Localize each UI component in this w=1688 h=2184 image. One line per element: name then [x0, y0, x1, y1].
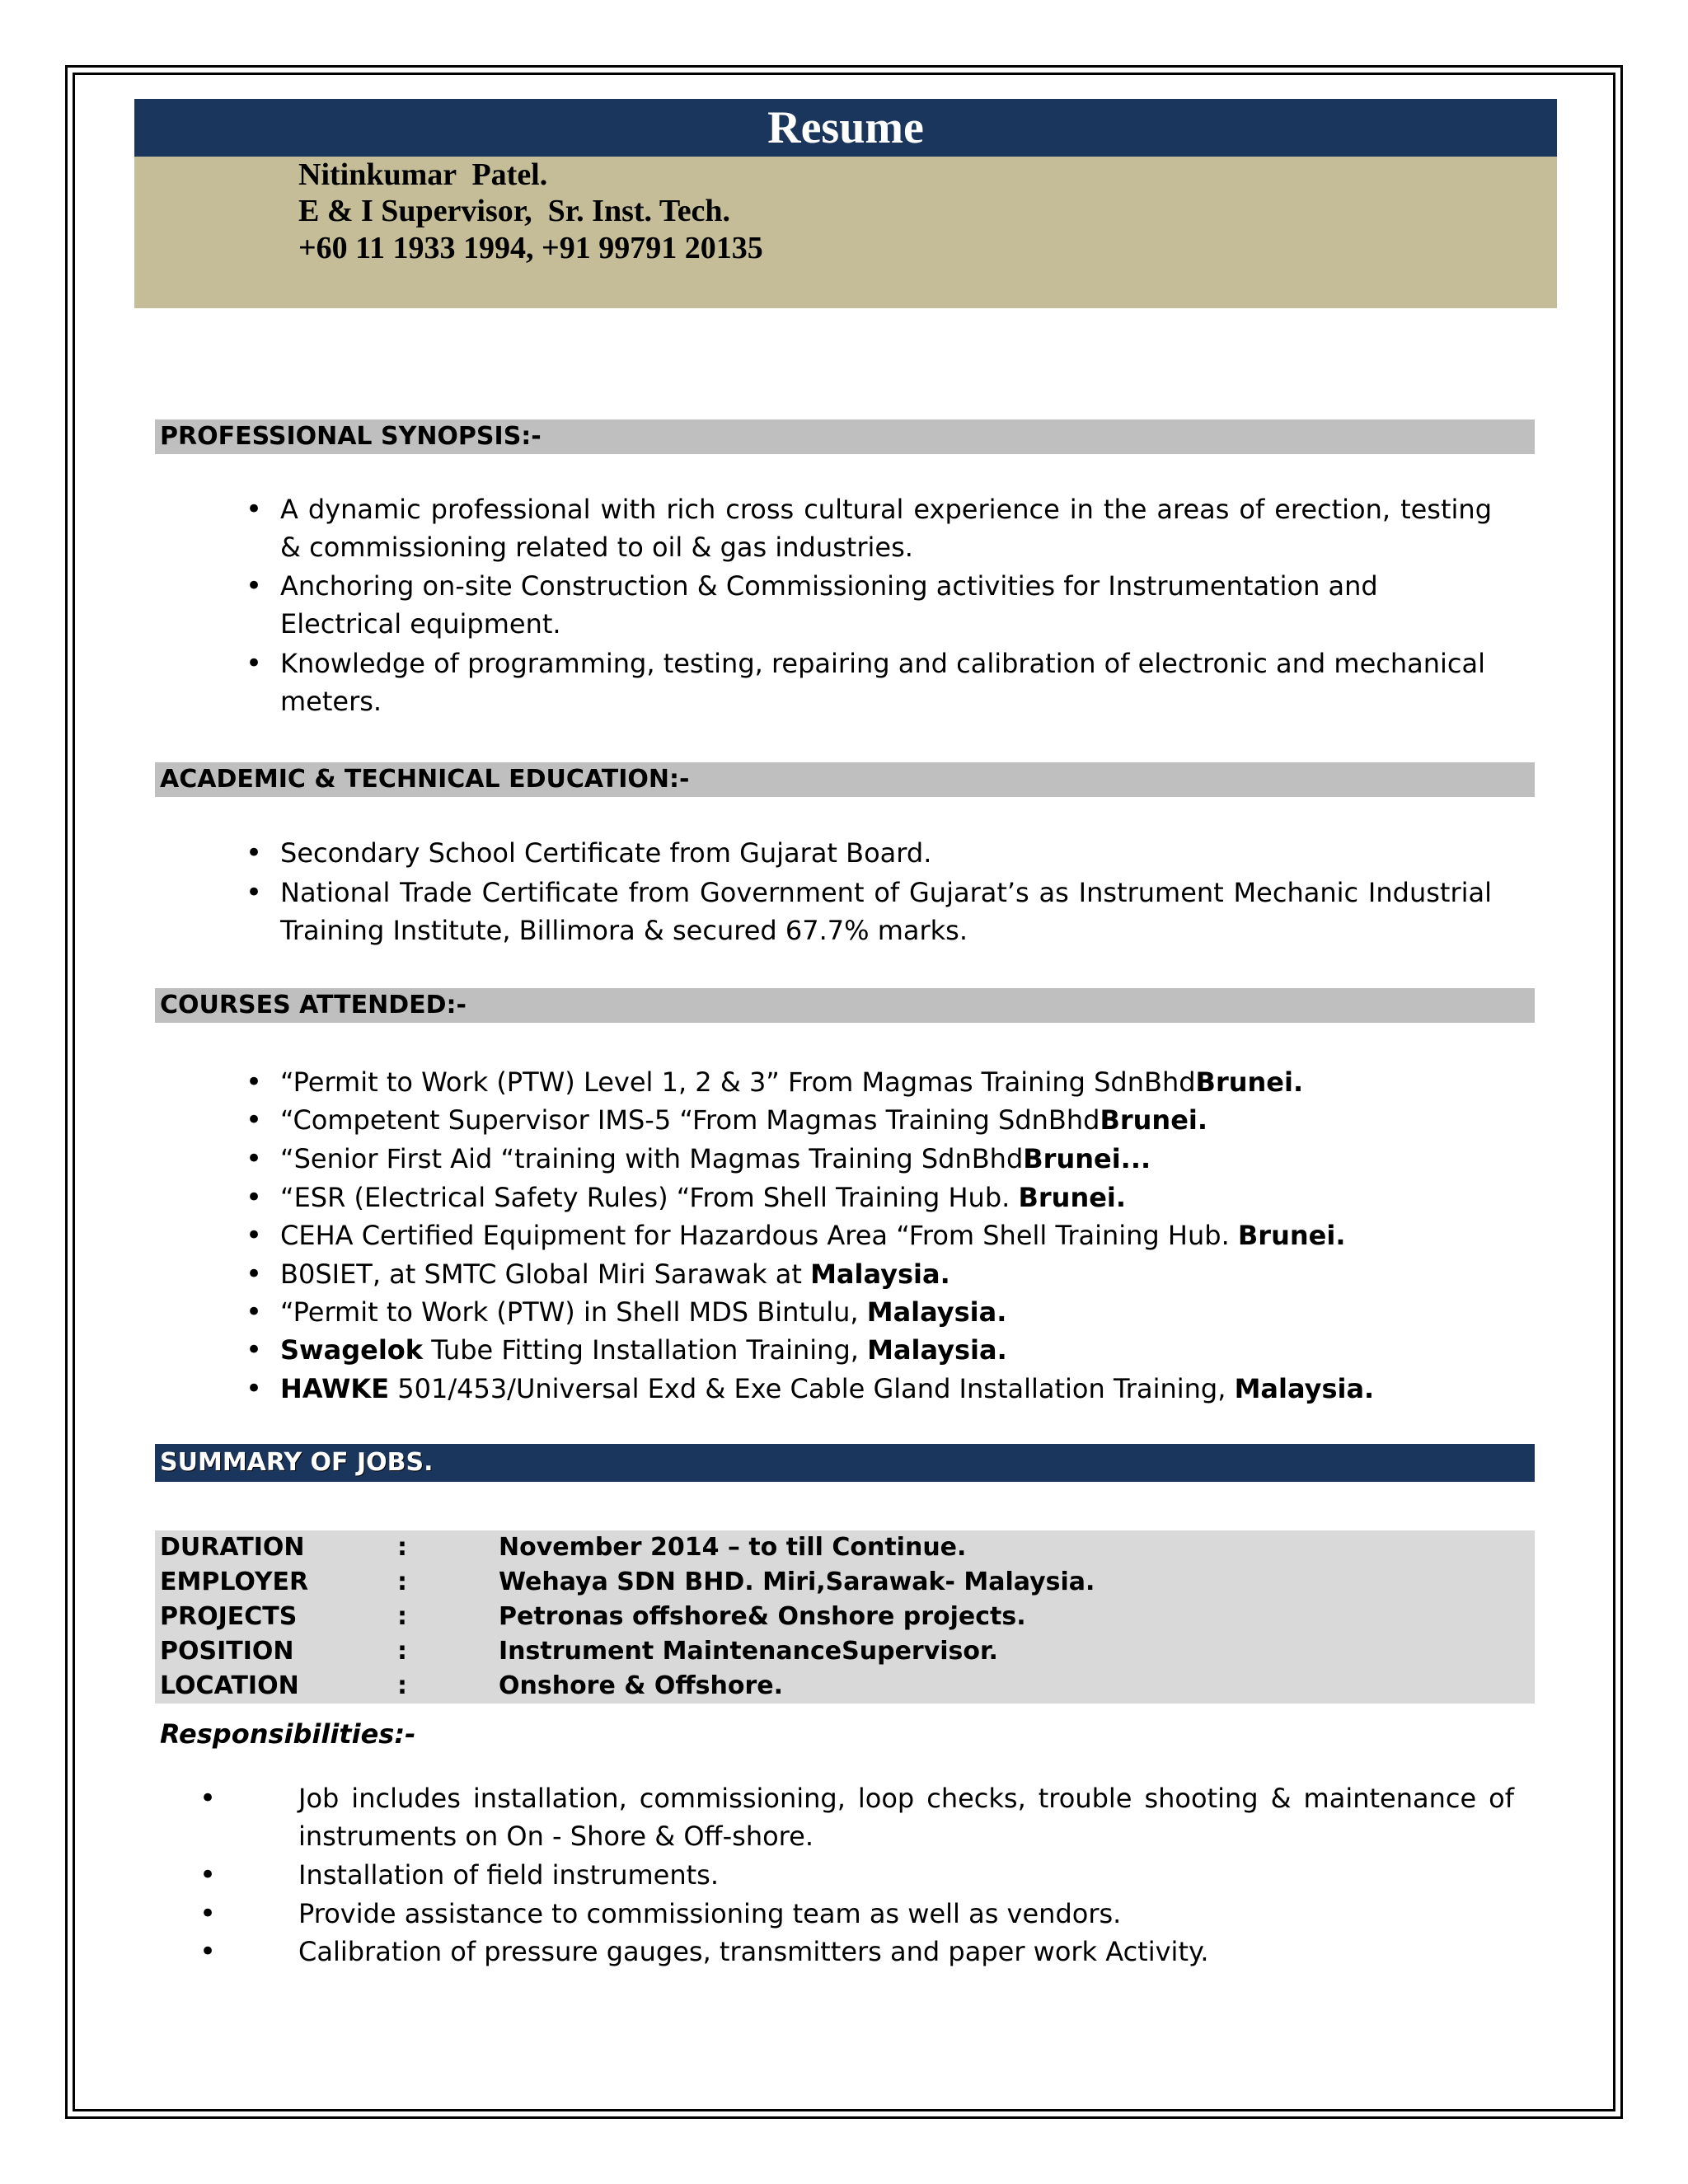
job-summary-table [155, 1530, 1535, 1704]
course-item [280, 1216, 1492, 1254]
course-item [280, 1370, 1492, 1408]
course-text: CEHA Certified Equipment for Hazardous Area “From Shell Training Hub. [280, 1220, 1238, 1251]
job-sep: : [397, 1533, 407, 1562]
education-item: • National Trade Certificate from Government of Gujarat’s as Instrument Mechanic Industrial Training Institute, Billimora & secured 67.7% marks. [280, 874, 1492, 949]
synopsis-heading: PROFESSIONAL SYNOPSIS:- [155, 419, 1535, 454]
job-value: November 2014 – to till Continue. [499, 1533, 967, 1562]
synopsis-item: • Anchoring on-site Construction & Commissioning activities for Instrumentation and Electrical equipment. [280, 567, 1492, 643]
course-text: “Competent Supervisor IMS-5 “From Magmas Training SdnBhd [280, 1104, 1100, 1136]
course-brand: HAWKE [280, 1373, 390, 1404]
job-sep: : [397, 1602, 407, 1631]
candidate-name: Nitinkumar Patel. [298, 157, 548, 192]
course-location: Brunei... [1023, 1143, 1151, 1174]
course-location: Brunei. [1237, 1220, 1346, 1251]
job-key: POSITION [160, 1637, 294, 1666]
course-text: “ESR (Electrical Safety Rules) “From Shell Training Hub. [280, 1182, 1019, 1213]
course-item [280, 1255, 1492, 1293]
job-sep: : [397, 1637, 407, 1666]
job-row-projects [160, 1600, 1528, 1634]
candidate-role: E & I Supervisor, Sr. Inst. Tech. [298, 194, 731, 228]
header-box [134, 157, 1557, 308]
course-text: Tube Fitting Installation Training, [423, 1334, 868, 1366]
course-item [280, 1331, 1492, 1369]
job-key: DURATION [160, 1533, 305, 1562]
synopsis-item: • A dynamic professional with rich cross cultural experience in the areas of erection, testing & commissioning related to oil & gas industries. [280, 490, 1492, 566]
courses-heading: COURSES ATTENDED:- [155, 988, 1535, 1023]
course-text: “Senior First Aid “training with Magmas Training SdnBhd [280, 1143, 1024, 1174]
course-location: Malaysia. [1234, 1373, 1375, 1404]
education-item: • Secondary School Certificate from Gujarat Board. [280, 834, 1492, 872]
job-value: Instrument MaintenanceSupervisor. [499, 1637, 998, 1666]
summary-heading: SUMMARY OF JOBS. [155, 1444, 1535, 1482]
resume-title: Resume [134, 99, 1557, 157]
job-row-position [160, 1634, 1528, 1669]
job-sep: : [397, 1671, 407, 1700]
job-value: Petronas offshore& Onshore projects. [499, 1602, 1026, 1631]
course-item [280, 1101, 1492, 1139]
job-row-duration [160, 1530, 1528, 1565]
candidate-phone: +60 11 1933 1994, +91 99791 20135 [298, 231, 763, 265]
job-value: Wehaya SDN BHD. Miri,Sarawak- Malaysia. [499, 1568, 1095, 1596]
course-item [280, 1140, 1492, 1178]
course-text: B0SIET, at SMTC Global Miri Sarawak at [280, 1258, 811, 1290]
course-location: Brunei. [1100, 1104, 1208, 1136]
course-location: Brunei. [1018, 1182, 1127, 1213]
responsibility-item: • Calibration of pressure gauges, transmitters and paper work Activity. [298, 1933, 1514, 1971]
course-item [280, 1179, 1492, 1216]
job-key: EMPLOYER [160, 1568, 309, 1596]
responsibility-item: • Provide assistance to commissioning team as well as vendors. [298, 1895, 1514, 1933]
course-location: Malaysia. [867, 1334, 1007, 1366]
job-row-employer [160, 1565, 1528, 1600]
responsibilities-heading: Responsibilities:- [160, 1718, 416, 1750]
job-sep: : [397, 1568, 407, 1596]
job-key: PROJECTS [160, 1602, 298, 1631]
job-key: LOCATION [160, 1671, 299, 1700]
course-item [280, 1293, 1492, 1331]
course-location: Malaysia. [866, 1296, 1007, 1328]
course-brand: Swagelok [280, 1334, 424, 1366]
course-item [280, 1063, 1492, 1101]
responsibility-item: • Installation of field instruments. [298, 1856, 1514, 1894]
course-location: Malaysia. [810, 1258, 950, 1290]
responsibility-item: • Job includes installation, commissioning, loop checks, trouble shooting & maintenance of instruments on On - Shore & Off-shore. [298, 1779, 1514, 1855]
course-text: “Permit to Work (PTW) in Shell MDS Bintulu, [280, 1296, 867, 1328]
course-text: “Permit to Work (PTW) Level 1, 2 & 3” From Magmas Training SdnBhd [280, 1066, 1196, 1098]
course-text: 501/453/Universal Exd & Exe Cable Gland Installation Training, [389, 1373, 1235, 1404]
course-location: Brunei. [1195, 1066, 1304, 1098]
job-row-location [160, 1669, 1528, 1704]
job-value: Onshore & Offshore. [499, 1671, 784, 1700]
synopsis-item: • Knowledge of programming, testing, repairing and calibration of electronic and mechanical meters. [280, 644, 1492, 720]
education-heading: ACADEMIC & TECHNICAL EDUCATION:- [155, 762, 1535, 797]
